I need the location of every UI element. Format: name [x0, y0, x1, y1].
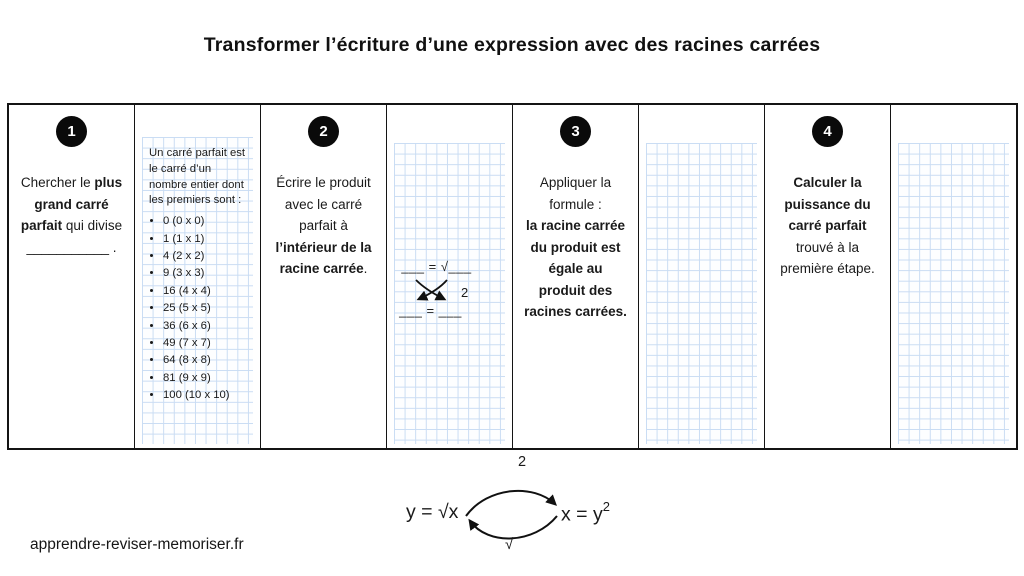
step-4-text-post: trouvé à la première étape. [780, 239, 875, 276]
website-url: apprendre-reviser-memoriser.fr [30, 536, 244, 553]
step-2-badge: 2 [308, 116, 339, 147]
perfect-square-item: • 1 (1 x 1) [163, 231, 253, 248]
square-operation-label: 2 [518, 454, 527, 470]
formula-right-base: x = y [561, 503, 603, 526]
step-2-cell [261, 105, 387, 448]
step-1-text-pre: Chercher le [20, 175, 95, 190]
perfect-square-item: • 25 (5 x 5) [163, 300, 253, 317]
step-2-text-post: . [363, 261, 368, 276]
step-1-badge: 1 [56, 116, 87, 147]
grid-paper [898, 143, 1009, 444]
step-3-cell [513, 105, 639, 448]
step-3-text [513, 172, 638, 323]
sqrt-operation-label: √ [505, 536, 514, 553]
perfect-squares-intro: Un carré parfait est le carré d’un nombre entier dont les premiers sont : [149, 147, 246, 207]
perfect-square-item: • 64 (8 x 8) [163, 352, 253, 369]
perfect-square-item: • 49 (7 x 7) [163, 335, 253, 352]
step-2-text-pre: Écrire le produit avec le carré parfait à [276, 175, 371, 233]
perfect-square-item: • 16 (4 x 4) [163, 283, 253, 300]
grid-paper [646, 143, 757, 444]
perfect-square-item: • 100 (10 x 10) [163, 387, 253, 404]
perfect-square-item: • 0 (0 x 0) [163, 213, 253, 230]
perfect-square-item: • 36 (6 x 6) [163, 318, 253, 335]
formula-right [561, 501, 610, 527]
cross-arrows-icon [413, 278, 451, 304]
step-2-text [261, 172, 386, 280]
grid-paper [142, 137, 253, 444]
perfect-square-item: • 9 (3 x 3) [163, 265, 253, 282]
step-4-text [765, 172, 890, 280]
perfect-square-item: • 4 (2 x 2) [163, 248, 253, 265]
workspace-cell-1 [387, 105, 513, 448]
formula-right-exponent: 2 [602, 499, 610, 514]
square-root-relationship [0, 450, 1024, 576]
step-3-badge: 3 [560, 116, 591, 147]
workspace-cell-3 [891, 105, 1016, 448]
perfect-square-item: • 81 (9 x 9) [163, 370, 253, 387]
fill-in-top-line: ___ = √___ [401, 259, 472, 274]
perfect-squares-cell [135, 105, 261, 448]
step-3-text-pre: Appliquer la formule : [539, 175, 612, 212]
step-4-badge: 4 [812, 116, 843, 147]
step-1-text-bold: plus grand carré parfait [20, 175, 123, 233]
formula-left: y = √x [406, 501, 459, 523]
step-1-text [9, 172, 134, 258]
steps-table [7, 103, 1018, 450]
step-2-text-bold: l’intérieur de la racine carrée [275, 239, 372, 276]
step-3-text-bold: la racine carrée du produit est égale au produit des racines carrées. [524, 218, 627, 319]
perfect-squares-list [142, 213, 253, 404]
page-title: Transformer l’écriture d’une expression avec des racines carrées [203, 34, 821, 56]
step-1-text-post: qui divise ___________ . [26, 218, 123, 255]
fill-in-exponent: 2 [461, 285, 469, 300]
step-4-cell [765, 105, 891, 448]
workspace-cell-2 [639, 105, 765, 448]
step-4-text-bold: Calculer la puissance du carré parfait [784, 175, 871, 233]
step-1-cell [9, 105, 135, 448]
fill-in-bottom-line: ___ = ___ [399, 303, 462, 318]
